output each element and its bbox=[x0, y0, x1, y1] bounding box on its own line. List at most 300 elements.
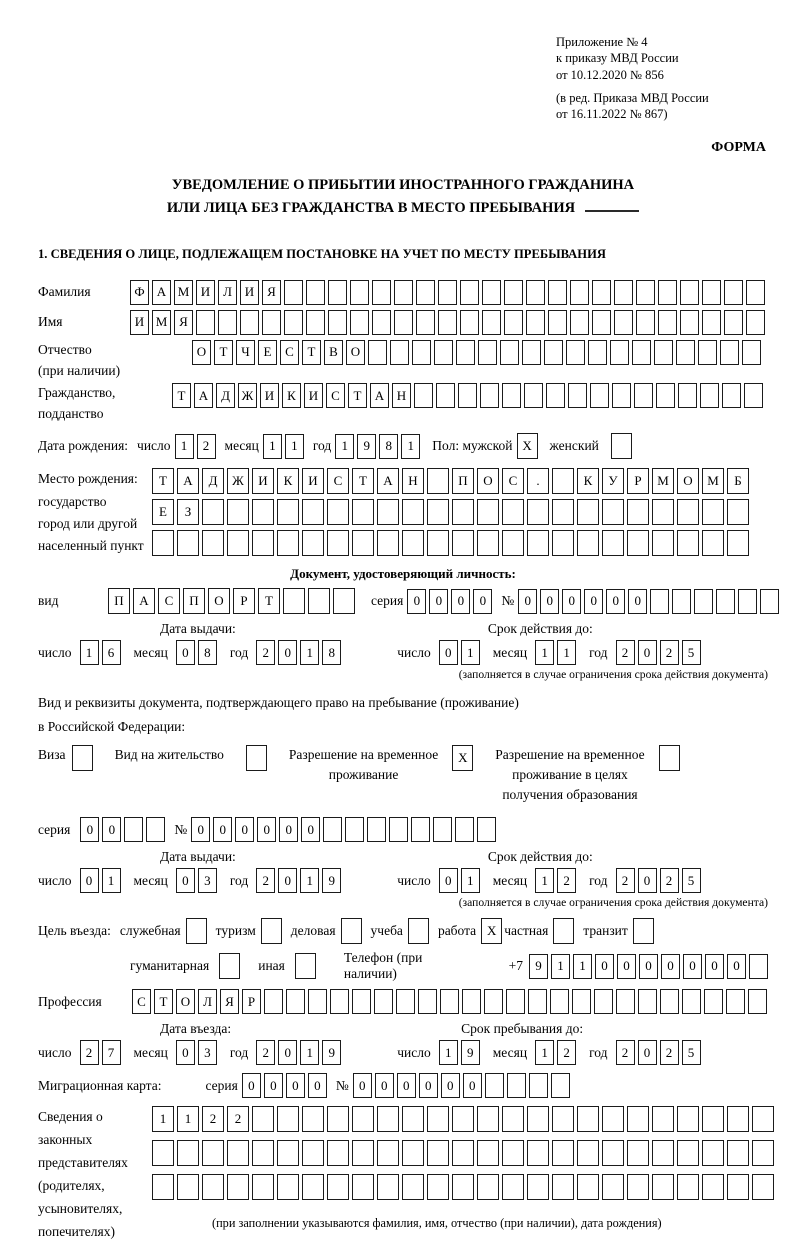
char-box[interactable] bbox=[416, 310, 435, 335]
char-box[interactable] bbox=[427, 499, 449, 525]
char-box[interactable]: У bbox=[602, 468, 624, 494]
char-box[interactable]: 0 bbox=[278, 868, 297, 893]
char-box[interactable] bbox=[677, 530, 699, 556]
char-box[interactable] bbox=[552, 1106, 574, 1132]
sex-female-checkbox[interactable] bbox=[611, 433, 632, 459]
char-box[interactable]: 0 bbox=[176, 1040, 195, 1065]
char-box[interactable] bbox=[377, 1174, 399, 1200]
char-box[interactable] bbox=[152, 1140, 174, 1166]
char-box[interactable]: 9 bbox=[322, 868, 341, 893]
char-box[interactable] bbox=[577, 1140, 599, 1166]
char-box[interactable]: 1 bbox=[177, 1106, 199, 1132]
char-box[interactable] bbox=[680, 280, 699, 305]
char-box[interactable] bbox=[602, 1140, 624, 1166]
char-box[interactable] bbox=[327, 1174, 349, 1200]
char-box[interactable] bbox=[727, 1106, 749, 1132]
char-box[interactable] bbox=[577, 1174, 599, 1200]
char-box[interactable] bbox=[627, 499, 649, 525]
purpose-humanitarian-checkbox[interactable] bbox=[219, 953, 240, 979]
char-box[interactable] bbox=[504, 310, 523, 335]
temp-residence-edu-checkbox[interactable] bbox=[659, 745, 680, 771]
entry-month[interactable] bbox=[176, 1040, 217, 1065]
char-box[interactable]: М bbox=[152, 310, 171, 335]
char-box[interactable]: 2 bbox=[256, 868, 275, 893]
char-box[interactable] bbox=[610, 340, 629, 365]
char-box[interactable]: 1 bbox=[535, 1040, 554, 1065]
char-box[interactable] bbox=[727, 1140, 749, 1166]
char-box[interactable] bbox=[677, 1174, 699, 1200]
char-box[interactable] bbox=[308, 989, 327, 1014]
char-box[interactable]: К bbox=[577, 468, 599, 494]
char-box[interactable]: 1 bbox=[335, 434, 354, 459]
char-box[interactable] bbox=[352, 1140, 374, 1166]
char-box[interactable] bbox=[302, 499, 324, 525]
char-box[interactable] bbox=[72, 745, 93, 771]
char-box[interactable]: 0 bbox=[102, 817, 121, 842]
char-box[interactable] bbox=[577, 1106, 599, 1132]
char-box[interactable] bbox=[744, 383, 763, 408]
char-box[interactable] bbox=[722, 383, 741, 408]
char-box[interactable] bbox=[402, 1174, 424, 1200]
char-box[interactable]: З bbox=[177, 499, 199, 525]
doc1-issue-day[interactable] bbox=[80, 640, 121, 665]
char-box[interactable]: 0 bbox=[429, 589, 448, 614]
char-box[interactable] bbox=[749, 954, 768, 979]
char-box[interactable] bbox=[261, 918, 282, 944]
char-box[interactable] bbox=[627, 1106, 649, 1132]
char-box[interactable]: Р bbox=[627, 468, 649, 494]
char-box[interactable]: 0 bbox=[279, 817, 298, 842]
char-box[interactable] bbox=[577, 530, 599, 556]
char-box[interactable] bbox=[694, 589, 713, 614]
char-box[interactable]: 0 bbox=[80, 868, 99, 893]
char-box[interactable] bbox=[507, 1073, 526, 1098]
doc2-valid-year[interactable] bbox=[616, 868, 701, 893]
char-box[interactable] bbox=[638, 989, 657, 1014]
char-box[interactable]: Д bbox=[216, 383, 235, 408]
char-box[interactable] bbox=[760, 589, 779, 614]
char-box[interactable]: Е bbox=[258, 340, 277, 365]
char-box[interactable] bbox=[627, 530, 649, 556]
char-box[interactable] bbox=[636, 310, 655, 335]
birthdate-month-boxes[interactable] bbox=[263, 434, 304, 459]
char-box[interactable] bbox=[726, 989, 745, 1014]
char-box[interactable] bbox=[478, 340, 497, 365]
char-box[interactable]: С bbox=[502, 468, 524, 494]
char-box[interactable]: Ж bbox=[238, 383, 257, 408]
char-box[interactable] bbox=[462, 989, 481, 1014]
char-box[interactable] bbox=[572, 989, 591, 1014]
char-box[interactable] bbox=[702, 280, 721, 305]
char-box[interactable]: 9 bbox=[529, 954, 548, 979]
char-box[interactable] bbox=[632, 340, 651, 365]
char-box[interactable]: Р bbox=[233, 588, 255, 614]
char-box[interactable] bbox=[302, 1140, 324, 1166]
char-box[interactable] bbox=[702, 530, 724, 556]
char-box[interactable] bbox=[352, 1174, 374, 1200]
char-box[interactable]: 2 bbox=[227, 1106, 249, 1132]
char-box[interactable] bbox=[652, 1174, 674, 1200]
char-box[interactable] bbox=[636, 280, 655, 305]
char-box[interactable] bbox=[372, 310, 391, 335]
char-box[interactable] bbox=[227, 1174, 249, 1200]
char-box[interactable] bbox=[568, 383, 587, 408]
char-box[interactable]: . bbox=[527, 468, 549, 494]
char-box[interactable] bbox=[389, 817, 408, 842]
char-box[interactable] bbox=[427, 1106, 449, 1132]
char-box[interactable] bbox=[748, 989, 767, 1014]
char-box[interactable] bbox=[752, 1140, 774, 1166]
char-box[interactable] bbox=[627, 1174, 649, 1200]
char-box[interactable]: 0 bbox=[441, 1073, 460, 1098]
entry-day[interactable] bbox=[80, 1040, 121, 1065]
char-box[interactable] bbox=[458, 383, 477, 408]
doc1-seria-boxes[interactable] bbox=[407, 589, 492, 614]
char-box[interactable]: Я bbox=[262, 280, 281, 305]
char-box[interactable] bbox=[377, 1106, 399, 1132]
char-box[interactable]: 2 bbox=[256, 1040, 275, 1065]
char-box[interactable]: А bbox=[152, 280, 171, 305]
char-box[interactable] bbox=[484, 989, 503, 1014]
char-box[interactable]: 1 bbox=[300, 1040, 319, 1065]
char-box[interactable]: С bbox=[326, 383, 345, 408]
char-box[interactable]: П bbox=[452, 468, 474, 494]
char-box[interactable]: 0 bbox=[439, 868, 458, 893]
representatives-boxes-row1[interactable] bbox=[152, 1106, 774, 1132]
char-box[interactable] bbox=[327, 530, 349, 556]
char-box[interactable]: 0 bbox=[439, 640, 458, 665]
char-box[interactable] bbox=[402, 499, 424, 525]
char-box[interactable]: Т bbox=[214, 340, 233, 365]
char-box[interactable]: О bbox=[208, 588, 230, 614]
char-box[interactable]: Т bbox=[154, 989, 173, 1014]
char-box[interactable]: 0 bbox=[628, 589, 647, 614]
char-box[interactable]: 0 bbox=[518, 589, 537, 614]
char-box[interactable]: Т bbox=[302, 340, 321, 365]
char-box[interactable] bbox=[177, 1140, 199, 1166]
char-box[interactable] bbox=[302, 1106, 324, 1132]
char-box[interactable]: 0 bbox=[353, 1073, 372, 1098]
char-box[interactable] bbox=[702, 499, 724, 525]
purpose-work-checkbox[interactable] bbox=[481, 918, 502, 944]
char-box[interactable] bbox=[552, 1140, 574, 1166]
char-box[interactable] bbox=[284, 310, 303, 335]
char-box[interactable] bbox=[724, 280, 743, 305]
char-box[interactable]: 1 bbox=[461, 640, 480, 665]
char-box[interactable]: 0 bbox=[301, 817, 320, 842]
char-box[interactable] bbox=[202, 1174, 224, 1200]
char-box[interactable] bbox=[548, 310, 567, 335]
char-box[interactable]: 0 bbox=[80, 817, 99, 842]
char-box[interactable] bbox=[306, 280, 325, 305]
doc2-valid-month[interactable] bbox=[535, 868, 576, 893]
char-box[interactable] bbox=[656, 383, 675, 408]
char-box[interactable] bbox=[544, 340, 563, 365]
char-box[interactable] bbox=[295, 953, 316, 979]
char-box[interactable] bbox=[327, 1106, 349, 1132]
char-box[interactable]: И bbox=[240, 280, 259, 305]
representatives-boxes-row3[interactable] bbox=[152, 1174, 774, 1200]
char-box[interactable] bbox=[330, 989, 349, 1014]
char-box[interactable] bbox=[177, 530, 199, 556]
char-box[interactable] bbox=[412, 340, 431, 365]
char-box[interactable] bbox=[752, 1106, 774, 1132]
char-box[interactable] bbox=[350, 310, 369, 335]
char-box[interactable] bbox=[367, 817, 386, 842]
char-box[interactable] bbox=[452, 499, 474, 525]
char-box[interactable] bbox=[345, 817, 364, 842]
char-box[interactable] bbox=[528, 989, 547, 1014]
char-box[interactable]: 0 bbox=[419, 1073, 438, 1098]
char-box[interactable] bbox=[202, 530, 224, 556]
purpose-private-checkbox[interactable] bbox=[553, 918, 574, 944]
char-box[interactable]: 2 bbox=[616, 868, 635, 893]
char-box[interactable] bbox=[277, 499, 299, 525]
char-box[interactable]: 1 bbox=[80, 640, 99, 665]
char-box[interactable]: 0 bbox=[397, 1073, 416, 1098]
char-box[interactable]: 8 bbox=[379, 434, 398, 459]
char-box[interactable]: 6 bbox=[102, 640, 121, 665]
migration-seria-boxes[interactable] bbox=[242, 1073, 327, 1098]
char-box[interactable] bbox=[677, 1140, 699, 1166]
char-box[interactable] bbox=[227, 499, 249, 525]
doc2-number-boxes[interactable] bbox=[191, 817, 496, 842]
char-box[interactable]: О bbox=[346, 340, 365, 365]
char-box[interactable]: 8 bbox=[322, 640, 341, 665]
char-box[interactable] bbox=[264, 989, 283, 1014]
char-box[interactable] bbox=[227, 1140, 249, 1166]
char-box[interactable]: Я bbox=[220, 989, 239, 1014]
char-box[interactable] bbox=[658, 310, 677, 335]
char-box[interactable] bbox=[202, 1140, 224, 1166]
char-box[interactable] bbox=[652, 530, 674, 556]
purpose-other-checkbox[interactable] bbox=[295, 953, 316, 979]
purpose-official-checkbox[interactable] bbox=[186, 918, 207, 944]
char-box[interactable]: 2 bbox=[197, 434, 216, 459]
char-box[interactable]: 0 bbox=[595, 954, 614, 979]
char-box[interactable] bbox=[502, 1106, 524, 1132]
char-box[interactable]: 1 bbox=[152, 1106, 174, 1132]
char-box[interactable] bbox=[434, 340, 453, 365]
char-box[interactable]: 0 bbox=[606, 589, 625, 614]
char-box[interactable]: 1 bbox=[175, 434, 194, 459]
char-box[interactable] bbox=[477, 530, 499, 556]
char-box[interactable] bbox=[286, 989, 305, 1014]
char-box[interactable] bbox=[553, 918, 574, 944]
char-box[interactable] bbox=[502, 1174, 524, 1200]
char-box[interactable]: 0 bbox=[286, 1073, 305, 1098]
char-box[interactable] bbox=[396, 989, 415, 1014]
char-box[interactable]: О bbox=[192, 340, 211, 365]
char-box[interactable] bbox=[652, 499, 674, 525]
sex-male-checkbox[interactable] bbox=[517, 433, 538, 459]
char-box[interactable] bbox=[526, 280, 545, 305]
char-box[interactable]: И bbox=[130, 310, 149, 335]
char-box[interactable] bbox=[614, 310, 633, 335]
char-box[interactable] bbox=[658, 280, 677, 305]
char-box[interactable] bbox=[350, 280, 369, 305]
char-box[interactable] bbox=[333, 588, 355, 614]
char-box[interactable]: 0 bbox=[308, 1073, 327, 1098]
char-box[interactable] bbox=[240, 310, 259, 335]
char-box[interactable] bbox=[524, 383, 543, 408]
char-box[interactable] bbox=[302, 530, 324, 556]
char-box[interactable]: О bbox=[477, 468, 499, 494]
char-box[interactable]: 1 bbox=[263, 434, 282, 459]
char-box[interactable]: 0 bbox=[278, 1040, 297, 1065]
char-box[interactable] bbox=[327, 499, 349, 525]
char-box[interactable] bbox=[634, 383, 653, 408]
char-box[interactable]: С bbox=[327, 468, 349, 494]
char-box[interactable] bbox=[341, 918, 362, 944]
char-box[interactable]: 2 bbox=[660, 868, 679, 893]
char-box[interactable] bbox=[566, 340, 585, 365]
char-box[interactable]: И bbox=[304, 383, 323, 408]
char-box[interactable]: 8 bbox=[198, 640, 217, 665]
char-box[interactable] bbox=[727, 1174, 749, 1200]
char-box[interactable]: 3 bbox=[198, 868, 217, 893]
purpose-transit-checkbox[interactable] bbox=[633, 918, 654, 944]
char-box[interactable]: 1 bbox=[102, 868, 121, 893]
char-box[interactable] bbox=[394, 280, 413, 305]
char-box[interactable] bbox=[529, 1073, 548, 1098]
char-box[interactable]: Ж bbox=[227, 468, 249, 494]
char-box[interactable] bbox=[460, 280, 479, 305]
char-box[interactable]: 2 bbox=[616, 640, 635, 665]
citizenship-boxes[interactable] bbox=[172, 383, 763, 408]
char-box[interactable]: И bbox=[252, 468, 274, 494]
char-box[interactable]: А bbox=[133, 588, 155, 614]
doc1-valid-year[interactable] bbox=[616, 640, 701, 665]
char-box[interactable]: 1 bbox=[285, 434, 304, 459]
char-box[interactable] bbox=[633, 918, 654, 944]
char-box[interactable]: В bbox=[324, 340, 343, 365]
char-box[interactable] bbox=[152, 530, 174, 556]
char-box[interactable] bbox=[196, 310, 215, 335]
doc2-issue-year[interactable] bbox=[256, 868, 341, 893]
char-box[interactable] bbox=[720, 340, 739, 365]
char-box[interactable]: И bbox=[302, 468, 324, 494]
profession-boxes[interactable] bbox=[132, 989, 767, 1014]
char-box[interactable] bbox=[323, 817, 342, 842]
doc1-valid-day[interactable] bbox=[439, 640, 480, 665]
char-box[interactable] bbox=[452, 1106, 474, 1132]
char-box[interactable]: 9 bbox=[357, 434, 376, 459]
char-box[interactable]: О bbox=[176, 989, 195, 1014]
char-box[interactable] bbox=[124, 817, 143, 842]
char-box[interactable] bbox=[527, 1174, 549, 1200]
purpose-business-checkbox[interactable] bbox=[341, 918, 362, 944]
doc1-number-boxes[interactable] bbox=[518, 589, 779, 614]
char-box[interactable] bbox=[678, 383, 697, 408]
char-box[interactable] bbox=[480, 383, 499, 408]
char-box[interactable]: М bbox=[652, 468, 674, 494]
char-box[interactable]: 0 bbox=[705, 954, 724, 979]
char-box[interactable] bbox=[652, 1106, 674, 1132]
char-box[interactable] bbox=[482, 310, 501, 335]
char-box[interactable] bbox=[402, 1106, 424, 1132]
birthplace-boxes-row2[interactable] bbox=[152, 499, 749, 525]
char-box[interactable] bbox=[738, 589, 757, 614]
char-box[interactable]: 0 bbox=[473, 589, 492, 614]
char-box[interactable]: А bbox=[177, 468, 199, 494]
char-box[interactable] bbox=[650, 589, 669, 614]
char-box[interactable] bbox=[592, 280, 611, 305]
char-box[interactable]: Ф bbox=[130, 280, 149, 305]
char-box[interactable]: 0 bbox=[191, 817, 210, 842]
char-box[interactable] bbox=[284, 280, 303, 305]
char-box[interactable]: 1 bbox=[551, 954, 570, 979]
char-box[interactable]: 0 bbox=[257, 817, 276, 842]
char-box[interactable] bbox=[252, 1140, 274, 1166]
char-box[interactable]: 9 bbox=[461, 1040, 480, 1065]
char-box[interactable] bbox=[328, 310, 347, 335]
char-box[interactable] bbox=[677, 1106, 699, 1132]
char-box[interactable] bbox=[427, 1174, 449, 1200]
char-box[interactable] bbox=[440, 989, 459, 1014]
char-box[interactable]: 0 bbox=[407, 589, 426, 614]
char-box[interactable]: 1 bbox=[401, 434, 420, 459]
char-box[interactable] bbox=[438, 280, 457, 305]
birthplace-boxes-row1[interactable] bbox=[152, 468, 749, 494]
char-box[interactable]: М bbox=[174, 280, 193, 305]
char-box[interactable]: Р bbox=[242, 989, 261, 1014]
char-box[interactable] bbox=[716, 589, 735, 614]
char-box[interactable] bbox=[394, 310, 413, 335]
char-box[interactable] bbox=[602, 1174, 624, 1200]
char-box[interactable] bbox=[252, 1106, 274, 1132]
char-box[interactable] bbox=[227, 530, 249, 556]
char-box[interactable] bbox=[308, 588, 330, 614]
representatives-boxes-row2[interactable] bbox=[152, 1140, 774, 1166]
char-box[interactable]: 1 bbox=[535, 868, 554, 893]
char-box[interactable]: 0 bbox=[638, 640, 657, 665]
doc2-issue-month[interactable] bbox=[176, 868, 217, 893]
doc-type-boxes[interactable] bbox=[108, 588, 355, 614]
char-box[interactable]: 3 bbox=[198, 1040, 217, 1065]
char-box[interactable]: 0 bbox=[176, 640, 195, 665]
char-box[interactable] bbox=[460, 310, 479, 335]
birthplace-boxes-row3[interactable] bbox=[152, 530, 749, 556]
char-box[interactable]: 0 bbox=[242, 1073, 261, 1098]
char-box[interactable] bbox=[477, 499, 499, 525]
char-box[interactable]: 0 bbox=[584, 589, 603, 614]
char-box[interactable]: А bbox=[370, 383, 389, 408]
char-box[interactable] bbox=[627, 1140, 649, 1166]
char-box[interactable]: И bbox=[260, 383, 279, 408]
char-box[interactable]: 5 bbox=[682, 868, 701, 893]
char-box[interactable]: 0 bbox=[176, 868, 195, 893]
char-box[interactable] bbox=[452, 1174, 474, 1200]
char-box[interactable]: 1 bbox=[573, 954, 592, 979]
char-box[interactable]: 0 bbox=[638, 1040, 657, 1065]
char-box[interactable] bbox=[146, 817, 165, 842]
char-box[interactable] bbox=[477, 817, 496, 842]
char-box[interactable]: К bbox=[277, 468, 299, 494]
char-box[interactable] bbox=[219, 953, 240, 979]
char-box[interactable] bbox=[252, 499, 274, 525]
char-box[interactable] bbox=[552, 530, 574, 556]
char-box[interactable] bbox=[262, 310, 281, 335]
char-box[interactable]: 0 bbox=[451, 589, 470, 614]
char-box[interactable] bbox=[702, 310, 721, 335]
char-box[interactable]: 2 bbox=[660, 640, 679, 665]
char-box[interactable] bbox=[218, 310, 237, 335]
char-box[interactable] bbox=[611, 433, 632, 459]
char-box[interactable] bbox=[616, 989, 635, 1014]
char-box[interactable]: Т bbox=[172, 383, 191, 408]
doc1-issue-month[interactable] bbox=[176, 640, 217, 665]
